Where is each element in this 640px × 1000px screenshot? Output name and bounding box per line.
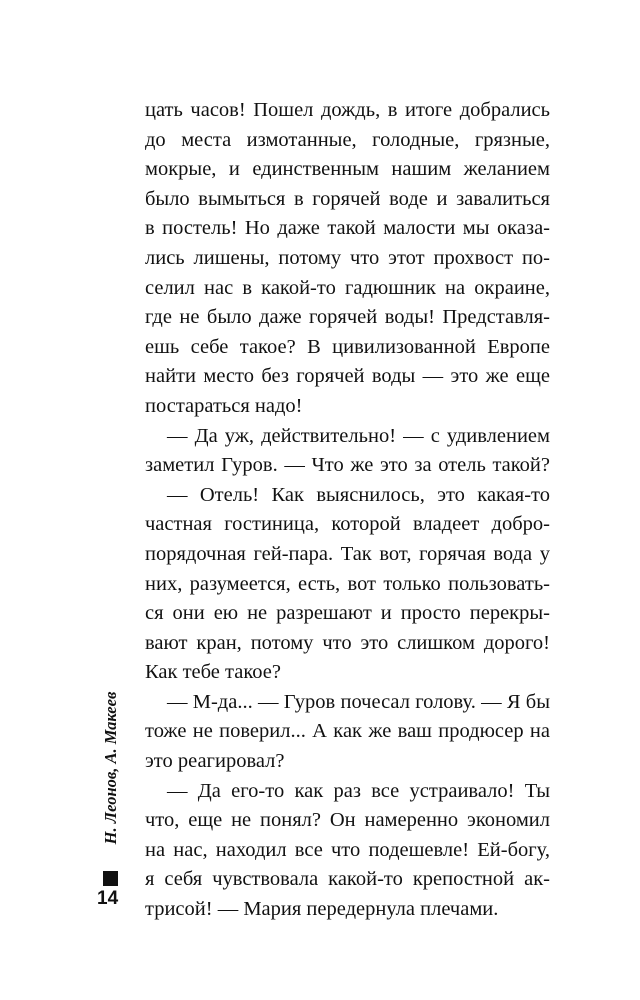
text-line: ешь себе такое? В цивилизованной Европе	[145, 335, 550, 358]
text-line: порядочная гей-пара. Так вот, горячая вода у	[145, 542, 550, 565]
body-text	[145, 96, 550, 925]
text-line: — Да уж, действительно! — с удивлением	[167, 424, 550, 447]
text-line: — Да его-то как раз все устраивало! Ты	[167, 779, 550, 802]
text-line: — М-да... — Гуров почесал голову. — Я бы	[167, 690, 550, 713]
text-line: них, разумеется, есть, вот только пользовать-	[145, 572, 550, 595]
text-line: это реагировал?	[145, 750, 285, 773]
text-line: было вымыться в горячей воде и завалиться	[145, 187, 550, 210]
text-line: мокрые, и единственным нашим желанием	[145, 158, 550, 181]
text-line: тоже не поверил... А как же ваш продюсер на	[145, 720, 550, 743]
text-line: я себя чувствовала какой-то крепостной ак-	[145, 868, 550, 891]
text-line: трисой! — Мария передернула плечами.	[145, 898, 499, 921]
text-line: что, еще не понял? Он намеренно экономил	[145, 809, 550, 832]
text-line: частная гостиница, которой владеет добро-	[145, 513, 550, 536]
text-line: вают кран, потому что это слишком дорого!	[145, 631, 550, 654]
text-line: Как тебе такое?	[145, 661, 281, 684]
text-line: на нас, находил все что подешевле! Ей-богу,	[145, 838, 550, 861]
square-marker-icon	[103, 871, 118, 886]
running-head-text: Н. Леонов, А. Макеев	[101, 691, 120, 845]
text-line: — Отель! Как выяснилось, это какая-то	[167, 483, 550, 506]
text-line: ся они ею не разрешают и просто перекры-	[145, 602, 550, 625]
text-line: в постель! Но даже такой малости мы оказа-	[145, 217, 550, 240]
text-line: найти место без горячей воды — это же еще	[145, 365, 550, 388]
text-line: лись лишены, потому что этот прохвост по-	[145, 246, 550, 269]
text-line: селил нас в какой-то гадюшник на окраине,	[145, 276, 550, 299]
text-line: постараться надо!	[145, 394, 303, 417]
text-line: до места измотанные, голодные, грязные,	[145, 128, 550, 151]
text-line: где не было даже горячей воды! Представля-	[145, 306, 550, 329]
page-number: 14	[97, 888, 119, 909]
text-line: заметил Гуров. — Что же это за отель такой?	[145, 454, 550, 477]
running-head	[96, 670, 126, 866]
text-line: цать часов! Пошел дождь, в итоге добрались	[145, 99, 550, 121]
